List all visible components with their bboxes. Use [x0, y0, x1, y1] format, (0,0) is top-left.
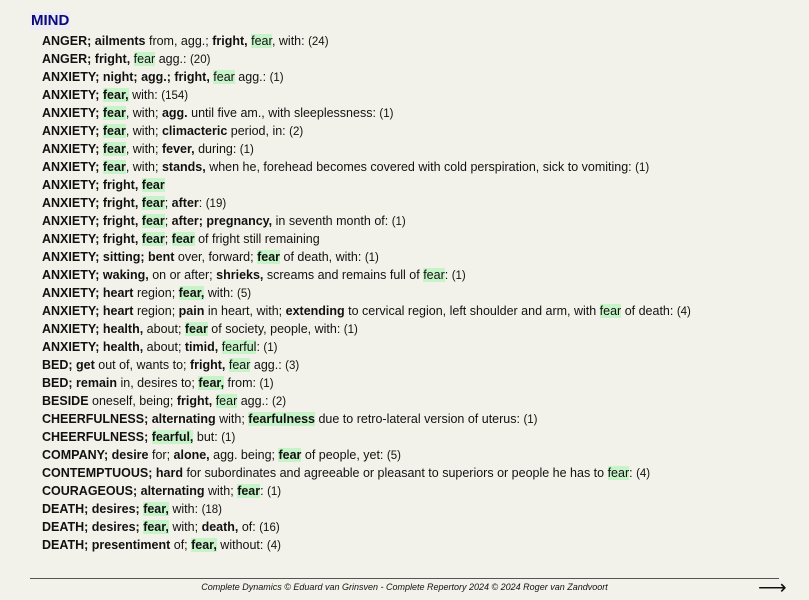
rubric-item[interactable]: [42, 392, 802, 410]
rubric-text: agg.:: [155, 52, 190, 66]
rubric-text: of death, with:: [280, 250, 365, 264]
rubric-item[interactable]: [42, 230, 802, 248]
rubric-text: ANXIETY;: [42, 160, 103, 174]
remedy-count: (1): [221, 432, 236, 444]
rubric-text: COURAGEOUS;: [42, 484, 141, 498]
search-highlight: fear: [141, 196, 165, 210]
remedy-count: (1): [364, 252, 379, 264]
rubric-item[interactable]: [42, 158, 802, 176]
rubric-item[interactable]: [42, 212, 802, 230]
search-highlight: fear: [278, 448, 302, 462]
remedy-count: (154): [161, 90, 189, 102]
rubric-text: from, agg.;: [145, 34, 213, 48]
search-highlight: fear: [171, 232, 195, 246]
rubric-text: timid,: [184, 340, 222, 354]
rubric-text: in, desires to;: [117, 376, 199, 390]
rubric-text: BESIDE: [42, 394, 89, 408]
rubric-item[interactable]: [42, 500, 802, 518]
rubric-item[interactable]: [42, 194, 802, 212]
rubric-text: death,: [201, 520, 239, 534]
search-highlight: fear: [257, 250, 281, 264]
remedy-count: (1): [269, 72, 284, 84]
search-highlight: fear: [213, 70, 235, 84]
rubric-text: ANXIETY;: [42, 106, 103, 120]
search-highlight: fear: [423, 268, 445, 282]
remedy-count: (2): [272, 396, 287, 408]
search-highlight: fear: [228, 358, 251, 372]
rubric-text: heart: [102, 286, 134, 300]
rubric-text: ANXIETY;: [42, 70, 103, 84]
search-highlight: fear: [141, 232, 165, 246]
search-highlight: fear: [102, 124, 126, 138]
footer-divider: [30, 578, 779, 579]
rubric-text: from:: [224, 376, 260, 390]
rubric-text: sitting; bent: [102, 250, 175, 264]
rubric-text: of people, yet:: [301, 448, 387, 462]
rubric-text: alternating: [140, 484, 205, 498]
rubric-text: with:: [204, 286, 238, 300]
rubric-item[interactable]: [42, 266, 802, 284]
rubric-item[interactable]: [42, 68, 802, 86]
rubric-text: screams and remains full of: [263, 268, 424, 282]
rubric-item[interactable]: [42, 320, 802, 338]
rubric-text: of death:: [621, 304, 677, 318]
rubric-text: with:: [128, 88, 162, 102]
rubric-text: shrieks,: [216, 268, 264, 282]
remedy-count: (1): [263, 342, 278, 354]
rubric-text: of society, people, with:: [207, 322, 344, 336]
rubric-text: extending: [285, 304, 345, 318]
rubric-text: ANXIETY;: [42, 268, 103, 282]
remedy-count: (1): [343, 324, 358, 336]
search-highlight: fear,: [143, 520, 169, 534]
rubric-text: agg. being;: [209, 448, 279, 462]
rubric-text: fever,: [161, 142, 195, 156]
rubric-text: ANXIETY;: [42, 322, 103, 336]
rubric-item[interactable]: [42, 86, 802, 104]
rubric-text: fright,: [176, 394, 216, 408]
search-highlight: fear,: [143, 502, 169, 516]
search-highlight: fearful,: [151, 430, 194, 444]
rubric-text: ANXIETY;: [42, 178, 103, 192]
rubric-text: ailments: [94, 34, 146, 48]
remedy-count: (2): [289, 126, 304, 138]
rubric-text: fright,: [94, 52, 134, 66]
remedy-count: (1): [391, 216, 406, 228]
rubric-text: DEATH;: [42, 502, 92, 516]
search-highlight: fear: [184, 322, 208, 336]
rubric-text: agg.:: [237, 394, 272, 408]
search-highlight: fear: [102, 106, 126, 120]
rubric-text: ANXIETY;: [42, 286, 103, 300]
rubric-text: get: [76, 358, 95, 372]
search-highlight: fear: [141, 214, 165, 228]
rubric-text: , with;: [125, 106, 162, 120]
remedy-count: (1): [451, 270, 466, 282]
rubric-text: , with:: [271, 34, 309, 48]
search-highlight: fear: [251, 34, 272, 48]
remedy-count: (1): [267, 486, 282, 498]
rubric-item[interactable]: [42, 140, 802, 158]
rubric-text: for;: [148, 448, 174, 462]
rubric-text: BED;: [42, 358, 77, 372]
rubric-list: [42, 32, 802, 554]
rubric-text: ANXIETY;: [42, 142, 103, 156]
remedy-count: (4): [636, 468, 651, 480]
rubric-text: ;: [164, 214, 172, 228]
rubric-text: period, in:: [227, 124, 290, 138]
search-highlight: fear: [599, 304, 622, 318]
rubric-text: fright,: [189, 358, 229, 372]
rubric-text: ANXIETY;: [42, 250, 103, 264]
rubric-text: during:: [194, 142, 240, 156]
search-highlight: fear,: [102, 88, 129, 102]
remedy-count: (20): [189, 54, 211, 66]
rubric-text: CHEERFULNESS;: [42, 412, 152, 426]
rubric-text: DEATH;: [42, 538, 92, 552]
rubric-text: CONTEMPTUOUS;: [42, 466, 156, 480]
rubric-text: until five am., with sleeplessness:: [187, 106, 380, 120]
rubric-item[interactable]: [42, 248, 802, 266]
search-highlight: fear: [215, 394, 238, 408]
rubric-text: fright,: [102, 178, 142, 192]
remedy-count: (4): [266, 540, 281, 552]
rubric-item[interactable]: [42, 356, 802, 374]
rubric-text: ANXIETY;: [42, 232, 103, 246]
rubric-text: :: [260, 484, 268, 498]
search-highlight: fear: [607, 466, 630, 480]
rubric-item[interactable]: [42, 410, 802, 428]
remedy-count: (5): [386, 450, 401, 462]
rubric-item[interactable]: [42, 482, 802, 500]
search-highlight: fear,: [198, 376, 225, 390]
rubric-text: region;: [133, 286, 179, 300]
rubric-text: on or after;: [148, 268, 217, 282]
rubric-text: ANXIETY;: [42, 88, 103, 102]
rubric-text: desire: [111, 448, 149, 462]
remedy-count: (1): [239, 144, 254, 156]
rubric-text: to cervical region, left shoulder and arm, with: [344, 304, 600, 318]
search-highlight: fear,: [178, 286, 205, 300]
remedy-count: (16): [259, 522, 280, 534]
search-highlight: fear: [133, 52, 156, 66]
rubric-item[interactable]: [42, 302, 802, 320]
rubric-text: health,: [102, 340, 144, 354]
rubric-text: with;: [204, 484, 238, 498]
rubric-text: fright,: [102, 214, 142, 228]
rubric-text: fright,: [102, 196, 142, 210]
rubric-text: pain: [178, 304, 205, 318]
rubric-item[interactable]: [42, 428, 802, 446]
rubric-text: out of, wants to;: [94, 358, 190, 372]
rubric-item[interactable]: [42, 446, 802, 464]
rubric-text: ANGER;: [42, 52, 95, 66]
rubric-text: :: [629, 466, 637, 480]
search-highlight: fearful: [221, 340, 257, 354]
rubric-item[interactable]: [42, 338, 802, 356]
remedy-count: (1): [635, 162, 650, 174]
rubric-text: ;: [164, 232, 172, 246]
rubric-text: desires;: [91, 520, 144, 534]
rubric-item[interactable]: [42, 176, 802, 194]
rubric-text: presentiment: [91, 538, 171, 552]
arrow-right-icon[interactable]: ⟶: [758, 577, 787, 599]
rubric-text: , with;: [125, 160, 162, 174]
rubric-text: :: [444, 268, 452, 282]
rubric-text: after; pregnancy,: [171, 214, 273, 228]
remedy-count: (1): [523, 414, 538, 426]
rubric-item[interactable]: [42, 32, 802, 50]
rubric-item[interactable]: [42, 50, 802, 68]
rubric-text: :: [256, 340, 264, 354]
rubric-text: oneself, being;: [88, 394, 177, 408]
rubric-text: health,: [102, 322, 144, 336]
rubric-item[interactable]: [42, 284, 802, 302]
rubric-text: when he, forehead becomes covered with cold perspiration, sick to vomiting:: [205, 160, 636, 174]
remedy-count: (1): [259, 378, 274, 390]
rubric-text: over, forward;: [174, 250, 258, 264]
rubric-text: after: [171, 196, 199, 210]
rubric-text: ANXIETY;: [42, 124, 103, 138]
rubric-text: ANGER;: [42, 34, 95, 48]
remedy-count: (5): [237, 288, 252, 300]
rubric-text: night; agg.; fright,: [102, 70, 214, 84]
rubric-text: agg.:: [234, 70, 270, 84]
rubric-text: heart: [102, 304, 134, 318]
rubric-text: with;: [168, 520, 202, 534]
rubric-text: , with;: [125, 124, 162, 138]
rubric-text: fright,: [102, 232, 142, 246]
rubric-text: ANXIETY;: [42, 196, 103, 210]
rubric-text: BED;: [42, 376, 77, 390]
rubric-text: region;: [133, 304, 179, 318]
rubric-text: , with;: [125, 142, 162, 156]
rubric-text: with;: [215, 412, 249, 426]
rubric-text: :: [198, 196, 206, 210]
rubric-text: of;: [170, 538, 192, 552]
search-highlight: fear: [237, 484, 261, 498]
rubric-text: ANXIETY;: [42, 304, 103, 318]
rubric-text: alone,: [173, 448, 210, 462]
search-highlight: fear: [102, 142, 126, 156]
rubric-text: remain: [76, 376, 118, 390]
rubric-text: climacteric: [161, 124, 228, 138]
rubric-text: of:: [238, 520, 260, 534]
rubric-text: but:: [193, 430, 222, 444]
rubric-text: of fright still remaining: [194, 232, 320, 246]
remedy-count: (3): [285, 360, 300, 372]
search-highlight: fear,: [191, 538, 217, 552]
rubric-text: ANXIETY;: [42, 340, 103, 354]
rubric-text: about;: [143, 340, 185, 354]
rubric-text: ANXIETY;: [42, 214, 103, 228]
remedy-count: (1): [379, 108, 394, 120]
rubric-item[interactable]: [42, 374, 802, 392]
rubric-text: for subordinates and agreeable or pleasant to superiors or people he has to: [182, 466, 608, 480]
search-highlight: fearfulness: [248, 412, 315, 426]
rubric-text: ;: [164, 196, 172, 210]
footer-copyright: Complete Dynamics © Eduard van Grinsven - Complete Repertory 2024 © 2024 Roger van Zandvoort: [201, 582, 608, 592]
search-highlight: fear: [102, 160, 126, 174]
rubric-text: without:: [216, 538, 267, 552]
rubric-text: fright,: [212, 34, 252, 48]
remedy-count: (24): [308, 36, 329, 48]
rubric-item[interactable]: [42, 464, 802, 482]
rubric-item[interactable]: [42, 104, 802, 122]
search-highlight: fear: [141, 178, 165, 192]
rubric-text: in heart, with;: [204, 304, 286, 318]
rubric-text: due to retro-lateral version of uterus:: [315, 412, 524, 426]
rubric-text: waking,: [102, 268, 149, 282]
rubric-item[interactable]: [42, 518, 802, 536]
rubric-text: CHEERFULNESS;: [42, 430, 152, 444]
remedy-count: (19): [205, 198, 227, 210]
rubric-item[interactable]: [42, 536, 802, 554]
rubric-text: desires;: [91, 502, 144, 516]
rubric-text: alternating: [151, 412, 216, 426]
rubric-text: stands,: [161, 160, 206, 174]
chapter-title: MIND: [31, 12, 70, 29]
rubric-text: hard: [155, 466, 183, 480]
rubric-text: COMPANY;: [42, 448, 112, 462]
remedy-count: (4): [676, 306, 691, 318]
rubric-text: in seventh month of:: [272, 214, 392, 228]
rubric-text: about;: [143, 322, 185, 336]
rubric-text: DEATH;: [42, 520, 92, 534]
rubric-text: with:: [168, 502, 202, 516]
remedy-count: (18): [201, 504, 223, 516]
rubric-text: agg.: [161, 106, 188, 120]
rubric-item[interactable]: [42, 122, 802, 140]
rubric-text: agg.:: [250, 358, 286, 372]
